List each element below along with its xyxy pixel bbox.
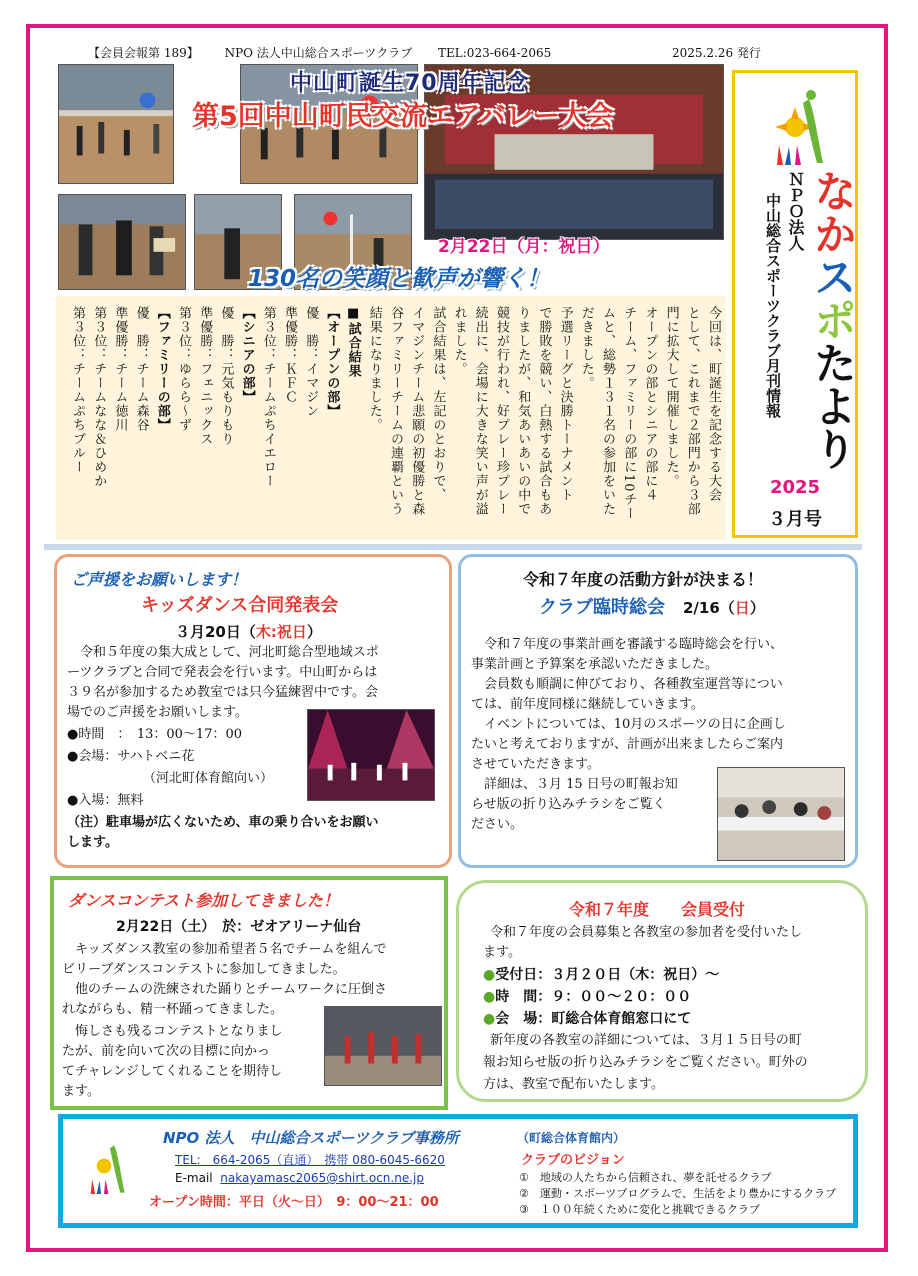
member-tail-2: 報お知らせ版の折り込みチラシをご覧ください。町外の	[483, 1055, 808, 1070]
article-column: だきました。	[578, 306, 594, 390]
event-date: 2月22日（月：祝日）	[438, 237, 610, 257]
article-column: 優 勝：元気もりもり	[218, 306, 234, 446]
article-column: イマジンチーム悲願の初優勝と森	[409, 306, 425, 516]
member-item-3: ●会 場：町総合体育館窓口にて	[483, 1011, 692, 1027]
article-column: 準優勝：チーム徳川	[112, 306, 128, 432]
article-column: として、これまで２部門から３部	[684, 306, 700, 516]
dance-line-8: ます。	[62, 1084, 100, 1099]
event-slogan: 130名の笑顔と歓声が響く！	[248, 266, 550, 292]
masthead-year: 2025	[769, 477, 821, 498]
article-column: ムと、総勢１３１名の参加をいた	[600, 306, 615, 516]
vision-title: クラブのビジョン	[521, 1153, 625, 1168]
member-item-1: ●受付日：３月２０日（木：祝日）～	[483, 967, 720, 983]
hero-title-line2: 第5回中山町民交流エアバレー大会	[192, 101, 614, 132]
member-line-2: ます。	[483, 945, 521, 960]
email-link[interactable]: nakayamasc2065@shirt.ocn.ne.jp	[220, 1171, 424, 1185]
article-column: 第３位：チームなな＆ひめか	[91, 306, 107, 488]
dance-contest-section	[50, 876, 448, 1110]
general-title: クラブ臨時総会 2/16（日）	[539, 597, 765, 618]
kids-note-2: します。	[67, 835, 118, 850]
article-column: 競技が行われ、好プレー珍プレー	[494, 306, 509, 516]
photo-dance-contest	[324, 1006, 442, 1086]
kids-venue: ●会場：サハトベニ花	[67, 749, 195, 764]
kids-line-2: ーツクラブと合同で発表会を行います。中山町からは	[67, 665, 378, 680]
office-tel[interactable]: TEL: 664-2065（直通） 携帯 080-6045-6620	[175, 1153, 445, 1167]
article-column: 門に拡大して開催しました。	[663, 306, 679, 488]
article-column: 【シニアの部】	[239, 306, 255, 404]
issue-number: 【会員会報第 189】	[88, 46, 199, 60]
office-note: （町総合体育館内）	[517, 1131, 626, 1145]
club-logo-icon	[753, 85, 837, 169]
general-line-7: させていただきます。	[471, 757, 600, 772]
kids-note-1: （注）駐車場が広くないため、車の乗り合いをお願い	[67, 815, 379, 830]
general-line-6: たいと考えておりますが、計画が出来ましたらご案内	[471, 737, 784, 752]
article-column: 【ファミリーの部】	[154, 306, 170, 432]
photo-gym-play-1	[58, 64, 174, 184]
general-catch: 令和７年度の活動方針が決まる！	[523, 570, 764, 589]
article-column: りましたが、和気あいあいの中で	[515, 306, 531, 516]
dance-line-1: キッズダンス教室の参加希望者５名でチームを組んで	[62, 942, 387, 957]
photo-stage-dance	[307, 709, 435, 801]
article-column: 【オープンの部】	[324, 306, 340, 418]
general-line-8: 詳細は、３月 15 日号の町報お知	[471, 777, 678, 792]
article-column: 今回は、町誕生を記念する大会	[706, 306, 721, 502]
kids-line-1: 令和５年度の集大成として、河北町総合型地域スポ	[67, 645, 379, 660]
hero-title-line1: 中山町誕生70周年記念	[290, 71, 530, 96]
photo-players-1	[58, 194, 186, 290]
office-footer	[58, 1114, 858, 1228]
article-column: 第３位：チームぷちブルー	[70, 306, 85, 474]
office-hours: オープン時間：平日（火～日） 9：00～21：00	[149, 1195, 439, 1210]
kids-date: ３月20日（木:祝日）	[175, 623, 322, 641]
masthead	[732, 70, 858, 538]
vision-2: ② 運動・スポーツプログラムで、生活をより豊かにするクラブ	[519, 1187, 837, 1200]
article-column: 第３位：チームぷちイエロー	[260, 306, 276, 488]
dance-line-5: 悔しさも残るコンテストとなりまし	[62, 1024, 283, 1039]
article-column: 優 勝：イマジン	[303, 306, 319, 418]
dance-line-7: てチャレンジしてくれることを期待し	[62, 1064, 282, 1079]
dance-line-2: ビリーブダンスコンテストに参加してきました。	[62, 962, 346, 977]
article-column: で勝敗を競い、白熱する試合もあ	[536, 306, 552, 516]
masthead-title: なかスポたより	[807, 169, 857, 470]
article-column: 準優勝：ＫＦＣ	[282, 306, 297, 404]
kids-line-4: 場でのご声援をお願いします。	[67, 705, 248, 720]
dance-line-6: たが、前を向いて次の目標に向かっ	[62, 1044, 271, 1059]
general-line-3: 会員数も順調に伸びており、各種教室運営等につい	[471, 677, 783, 692]
masthead-club: 中山総合スポーツクラブ月刊情報	[764, 193, 782, 418]
general-line-2: 事業計画と予算案を承認いただきました。	[471, 657, 719, 672]
general-line-10: ださい。	[471, 817, 524, 832]
office-name: NPO 法人 中山総合スポーツクラブ事務所	[163, 1129, 459, 1147]
article-column: チーム、ファミリーの部に10チー	[621, 306, 637, 521]
general-line-5: イベントについては、10月のスポーツの日に企画し	[471, 717, 786, 732]
masthead-npo: ＮＰＯ法人	[786, 171, 805, 251]
dance-title: ダンスコンテスト参加してきました！	[68, 891, 340, 910]
general-line-9: らせ版の折り込みチラシをご覧く	[471, 797, 666, 812]
article-column: 試合結果は、左記のとおりで、	[430, 306, 446, 502]
article-column: 谷ファミリーチームの連覇という	[388, 306, 403, 516]
dance-line-3: 他のチームの洗練された踊りとチームワークに圧倒さ	[62, 982, 388, 997]
org-name: NPO 法人中山総合スポーツクラブ	[224, 46, 413, 60]
article-column: 第３位：ゆらら～ず	[176, 306, 191, 432]
kids-time: ●時間 ： 13：00～17：00	[67, 727, 243, 742]
member-title: 令和７年度 会員受付	[569, 900, 746, 919]
article-column: オープンの部とシニアの部に４	[642, 306, 658, 502]
dance-line-4: れながらも、精一杯踊ってきました。	[62, 1002, 284, 1017]
section-separator	[44, 544, 862, 550]
member-tail-3: 方は、教室で配布いたします。	[483, 1077, 664, 1092]
kids-venue-note: （河北町体育館向い）	[143, 771, 274, 786]
article-column: 準優勝：フェニックス	[197, 306, 213, 446]
kids-title: キッズダンス合同発表会	[141, 595, 339, 616]
general-meeting-section	[458, 554, 858, 868]
article-column: れました。	[451, 306, 467, 376]
photo-meeting	[717, 767, 845, 861]
kids-admission: ●入場：無料	[67, 793, 144, 808]
member-line-1: 令和７年度の会員募集と各教室の参加者を受付いたし	[477, 925, 803, 940]
kids-catch: ご声援をお願いします！	[71, 570, 248, 589]
article-column: 予選リーグと決勝トーナメント	[557, 306, 573, 502]
member-tail-1: 新年度の各教室の詳細については、３月１５日号の町	[477, 1033, 802, 1048]
vision-1: ① 地域の人たちから信頼され、夢を託せるクラブ	[519, 1171, 772, 1184]
article-column: 結果になりました。	[366, 306, 382, 432]
club-logo-icon	[73, 1135, 135, 1197]
article-column: ■試合結果	[345, 306, 361, 378]
kids-dance-section	[54, 554, 452, 868]
kids-line-3: ３９名が参加するため教室では只今猛練習中です。会	[67, 685, 378, 700]
general-line-1: 令和７年度の事業計画を審議する臨時総会を行い、	[471, 637, 784, 652]
office-email: E-mail nakayamasc2065@shirt.ocn.ne.jp	[175, 1171, 424, 1185]
vision-3: ③ １００年続くために変化と挑戦できるクラブ	[519, 1203, 760, 1216]
article-column: 続出に、会場に大きな笑い声が溢	[472, 306, 488, 516]
general-line-4: ては、前年度同様に継続していきます。	[471, 697, 704, 712]
member-item-2: ●時 間：９：００～２０：００	[483, 989, 692, 1005]
member-reception-section	[456, 880, 868, 1102]
masthead-month: ３月号	[768, 509, 822, 530]
airvolley-article	[56, 296, 726, 540]
issue-header	[88, 44, 573, 61]
issue-date: 2025.2.26 発行	[672, 46, 761, 60]
dance-subtitle: 2月22日（土） 於：ゼオアリーナ仙台	[116, 919, 362, 935]
org-tel: TEL:023-664-2065	[438, 46, 552, 60]
article-column: 優 勝：チーム森谷	[133, 306, 149, 432]
